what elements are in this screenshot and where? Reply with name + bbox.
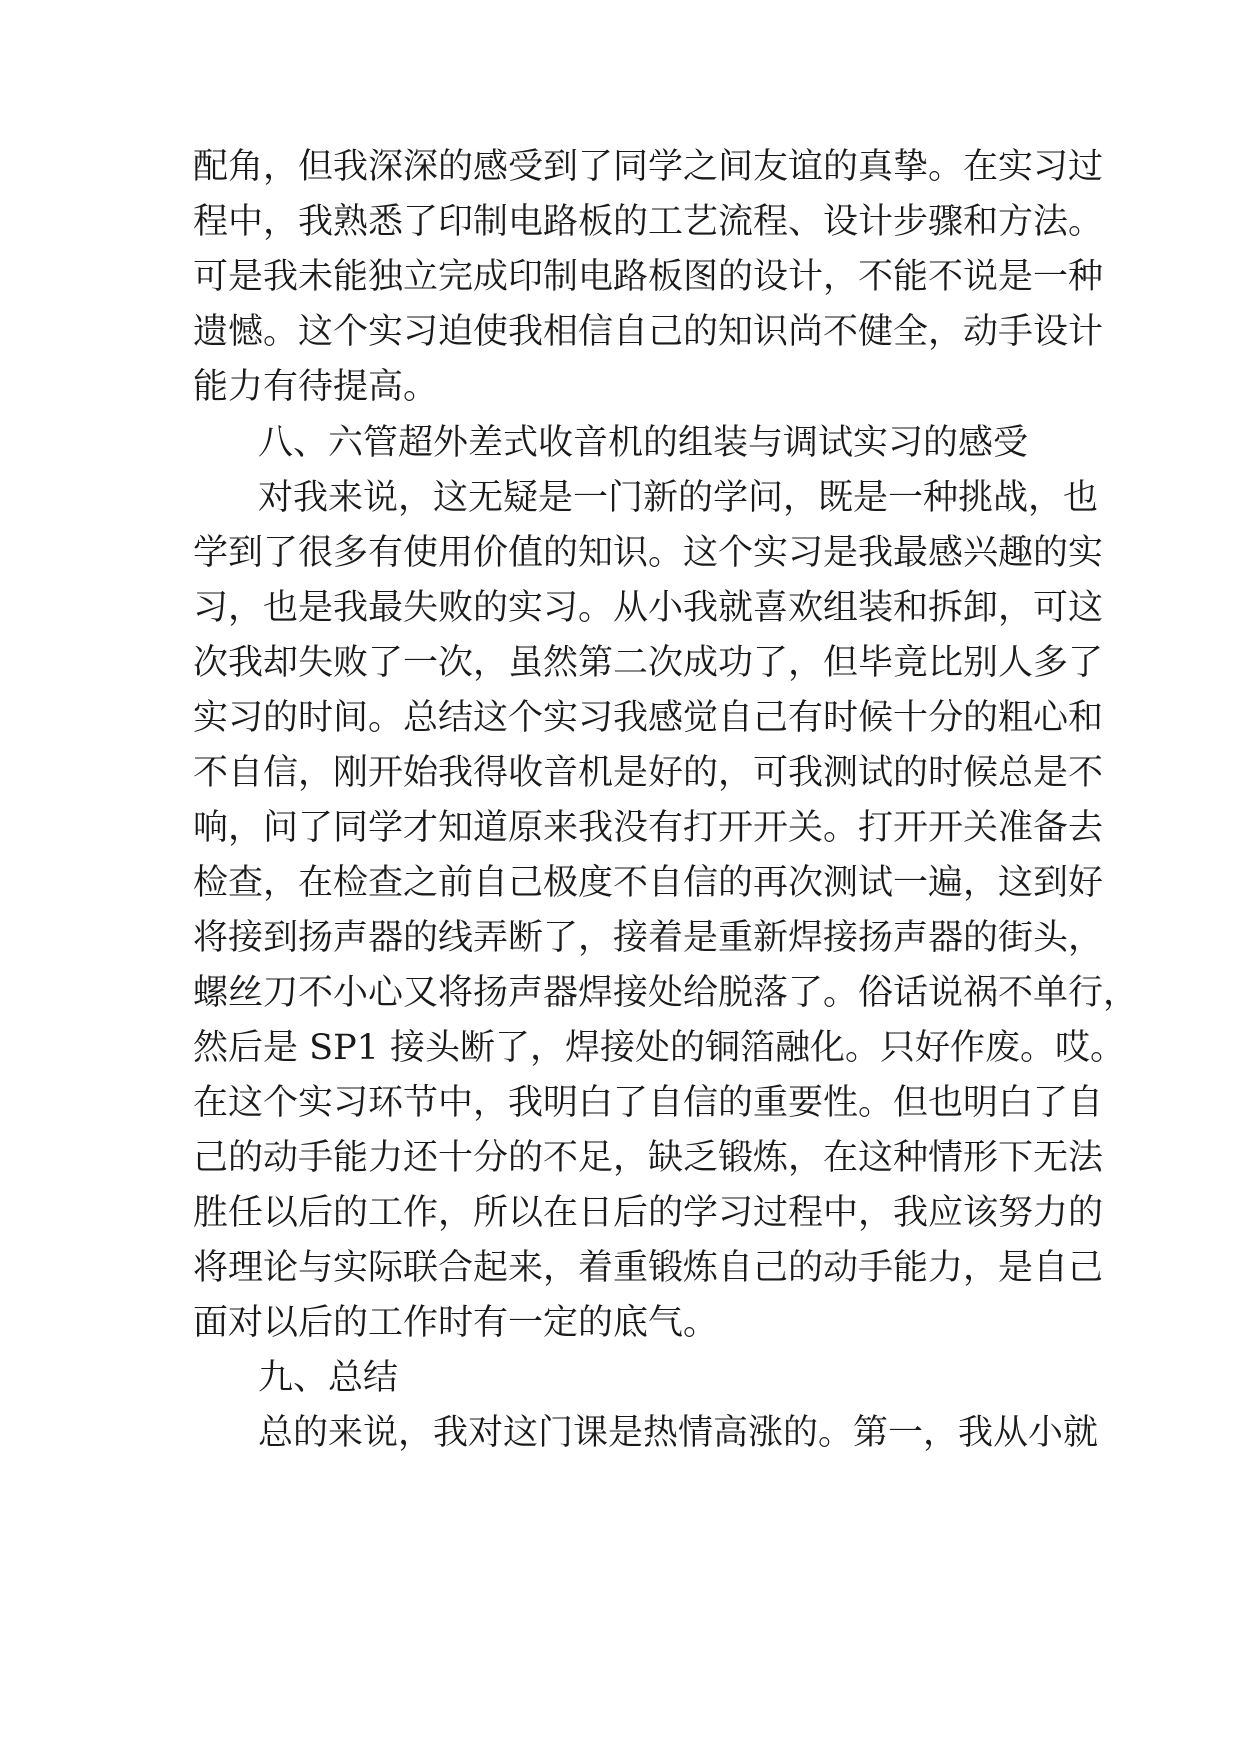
body-text-line: 总的来说，我对这门课是热情高涨的。第一，我从小就 <box>258 1413 1099 1453</box>
body-text-line: 次我却失败了一次，虽然第二次成功了，但毕竟比别人多了 <box>193 643 1104 683</box>
body-text-line: 然后是 SP1 接头断了，焊接处的铜箔融化。只好作废。哎。 <box>193 1028 1126 1068</box>
body-text-line: 响，问了同学才知道原来我没有打开开关。打开开关准备去 <box>193 808 1104 848</box>
section-heading: 九、总结 <box>258 1358 399 1398</box>
body-text-line: 对我来说，这无疑是一门新的学问，既是一种挑战，也 <box>258 478 1099 518</box>
body-text-line: 己的动手能力还十分的不足，缺乏锻炼，在这种情形下无法 <box>193 1138 1104 1178</box>
body-text-line: 可是我未能独立完成印制电路板图的设计，不能不说是一种 <box>193 257 1104 297</box>
body-text-line: 不自信，刚开始我得收音机是好的，可我测试的时候总是不 <box>193 753 1104 793</box>
body-text-line: 胜任以后的工作，所以在日后的学习过程中，我应该努力的 <box>193 1193 1104 1233</box>
body-text-line: 学到了很多有使用价值的知识。这个实习是我最感兴趣的实 <box>193 533 1104 573</box>
body-text-line: 检查，在检查之前自己极度不自信的再次测试一遍，这到好 <box>193 863 1104 903</box>
body-text-line: 能力有待提高。 <box>193 367 439 407</box>
body-text-line: 习，也是我最失败的实习。从小我就喜欢组装和拆卸，可这 <box>193 588 1104 628</box>
body-text-line: 将接到扬声器的线弄断了，接着是重新焊接扬声器的街头， <box>193 918 1104 958</box>
body-text-line: 遗憾。这个实习迫使我相信自己的知识尚不健全，动手设计 <box>193 312 1104 352</box>
body-text-line: 在这个实习环节中，我明白了自信的重要性。但也明白了自 <box>193 1083 1104 1123</box>
body-text-line: 程中，我熟悉了印制电路板的工艺流程、设计步骤和方法。 <box>193 202 1104 242</box>
body-text-line: 面对以后的工作时有一定的底气。 <box>193 1303 719 1343</box>
body-text-line: 将理论与实际联合起来，着重锻炼自己的动手能力，是自己 <box>193 1248 1104 1288</box>
body-text-line: 螺丝刀不小心又将扬声器焊接处给脱落了。俗话说祸不单行， <box>193 973 1139 1013</box>
body-text-line: 实习的时间。总结这个实习我感觉自己有时候十分的粗心和 <box>193 698 1104 738</box>
body-text-line: 配角，但我深深的感受到了同学之间友谊的真挚。在实习过 <box>193 147 1104 187</box>
section-heading: 八、六管超外差式收音机的组装与调试实习的感受 <box>258 423 1029 463</box>
